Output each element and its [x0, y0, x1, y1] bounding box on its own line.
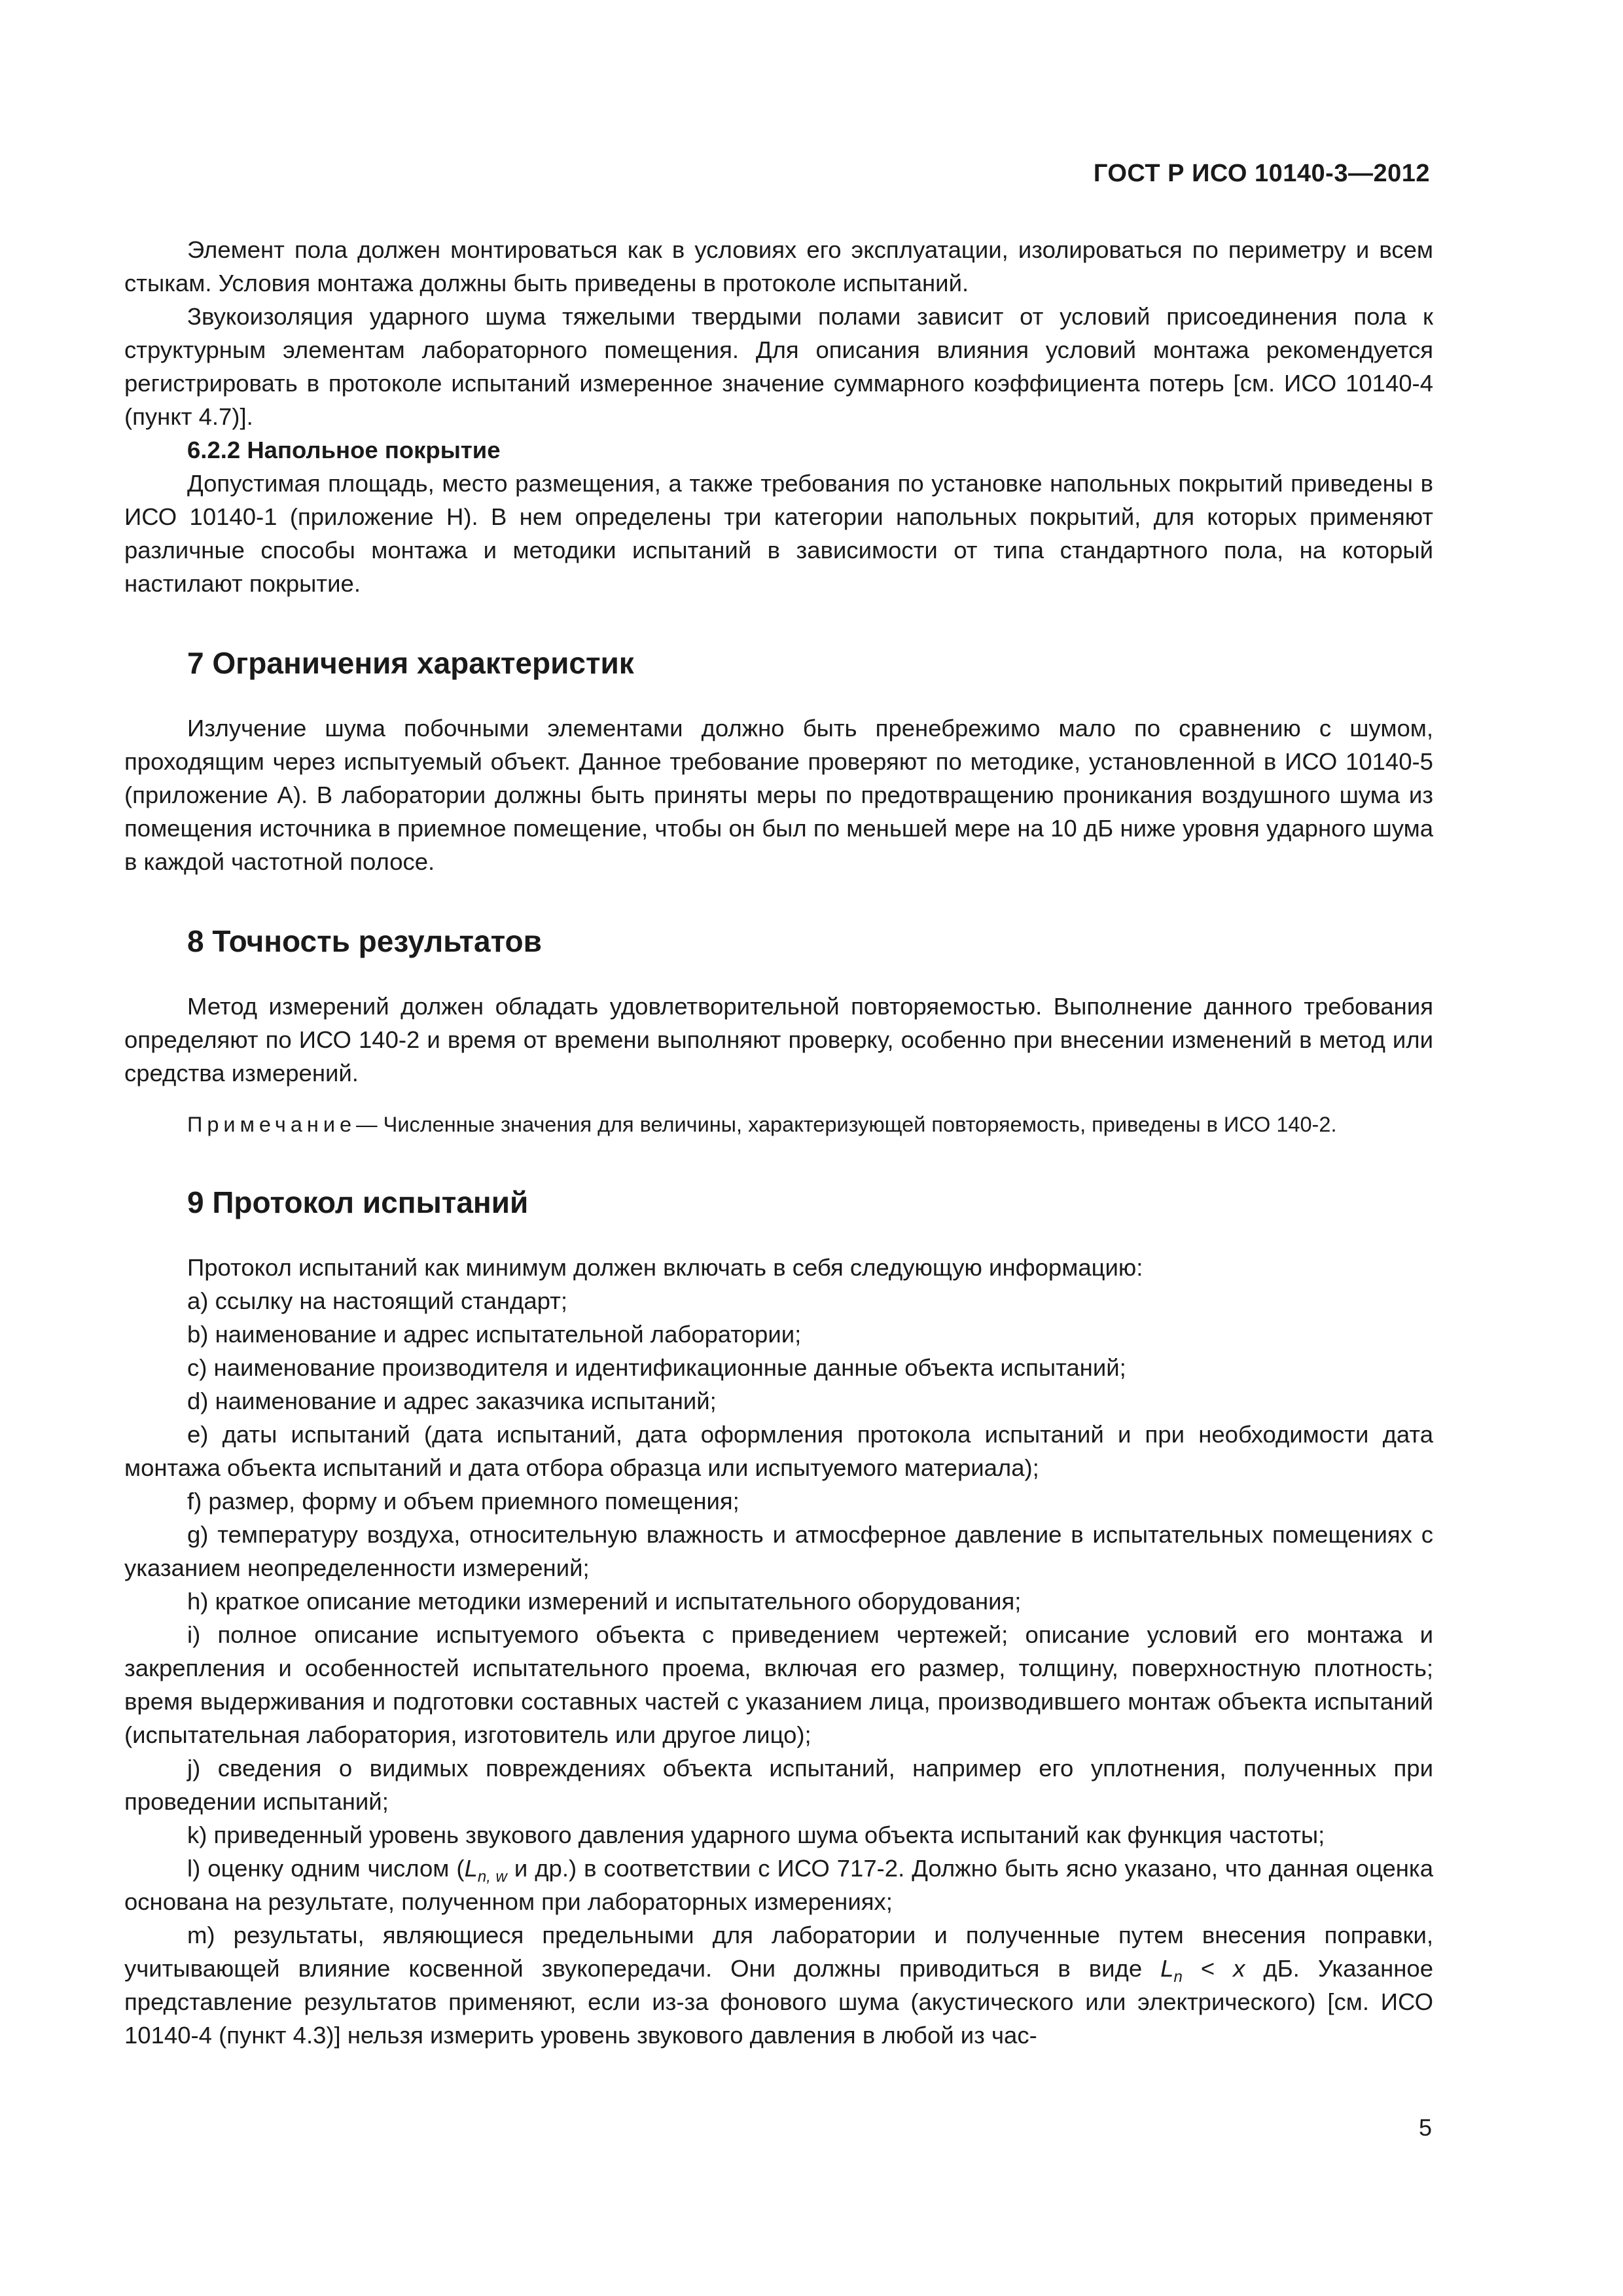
list-item: g) температуру воздуха, относительную влажность и атмосферное давление в испытательных помещениях с указанием неопределенности измерений;	[124, 1521, 1433, 1581]
section-heading-8: 8 Точность результатов	[187, 924, 542, 958]
list-item: k) приведенный уровень звукового давления ударного шума объекта испытаний как функция частоты;	[187, 1821, 1325, 1848]
paragraph-flanking-noise: Излучение шума побочными элементами должно быть пренебрежимо мало по сравнению с шумом, проходящим через испытуемый объект. Данное требование проверяют по методике, установленной в ИСО 10140-5 (приложение А). В лаборатории должны быть приняты меры по предотвращению проникания воздушного шума из помещения источника в приемное помещение, чтобы он был по меньшей мере на 10 дБ ниже уровня ударного шума в каждой частотной полосе.	[124, 715, 1433, 875]
list-item: j) сведения о видимых повреждениях объекта испытаний, например его уплотнения, полученных при проведении испытаний;	[124, 1755, 1433, 1815]
note-text: — Численные значения для величины, характеризующей повторяемость, приведены в ИСО 140-2.	[356, 1113, 1337, 1136]
section-heading-7: 7 Ограничения характеристик	[187, 646, 634, 680]
paragraph-floor-mounting: Элемент пола должен монтироваться как в условиях его эксплуатации, изолироваться по периметру и всем стыкам. Условия монтажа должны быть приведены в протоколе испытаний.	[124, 236, 1433, 296]
list-item: l) оценку одним числом ($L_{n, w}$ и др.) в соответствии с ИСО 717-2. Должно быть ясно указано, что данная оценка основана на результате, полученном при лабораторных измерениях;	[124, 1855, 1433, 1915]
list-item: h) краткое описание методики измерений и испытательного оборудования;	[187, 1588, 1022, 1615]
list-item: m) результаты, являющиеся предельными для лаборатории и полученные путем внесения поправки, учитывающей влияние косвенной звукопередачи. Они должны приводиться в виде $L_n < x$ дБ. Указанное представление результатов применяют, если из-за фонового шума (акустического или электрического) [см. ИСО 10140-4 (пункт 4.3)] нельзя измерить уровень звукового давления в любой из час-	[124, 1922, 1433, 2049]
list-item: f) размер, форму и объем приемного помещения;	[187, 1488, 740, 1515]
subsection-heading-6-2-2: 6.2.2 Напольное покрытие	[187, 437, 501, 463]
list-item: a) ссылку на настоящий стандарт;	[187, 1287, 567, 1314]
list-item: b) наименование и адрес испытательной лаборатории;	[187, 1321, 802, 1348]
report-items-list	[124, 1284, 1433, 1852]
note-label: Примечание	[187, 1113, 357, 1136]
list-item: d) наименование и адрес заказчика испытаний;	[187, 1388, 717, 1414]
paragraph-impact-insulation: Звукоизоляция ударного шума тяжелыми твердыми полами зависит от условий присоединения пола к структурным элементам лабораторного помещения. Для описания влияния условий монтажа рекомендуется регистрировать в протоколе испытаний измеренное значение суммарного коэффициента потерь [см. ИСО 10140-4 (пункт 4.7)].	[124, 303, 1433, 430]
section-heading-9: 9 Протокол испытаний	[187, 1185, 529, 1219]
page-content	[124, 233, 1433, 2052]
paragraph-floor-covering: Допустимая площадь, место размещения, а также требования по установке напольных покрытий приведены в ИСО 10140-1 (приложение Н). В нем определены три категории напольных покрытий, для которых применяют различные способы монтажа и методики испытаний в зависимости от типа стандартного пола, на который настилают покрытие.	[124, 470, 1433, 597]
note-repeatability	[124, 1109, 1433, 1139]
paragraph-report-intro: Протокол испытаний как минимум должен включать в себя следующую информацию:	[187, 1254, 1143, 1281]
paragraph-repeatability: Метод измерений должен обладать удовлетворительной повторяемостью. Выполнение данного требования определяют по ИСО 140-2 и время от времени выполняют проверку, особенно при внесении изменений в метод или средства измерений.	[124, 993, 1433, 1086]
page-number: 5	[1418, 2114, 1432, 2141]
list-item: e) даты испытаний (дата испытаний, дата оформления протокола испытаний и при необходимости дата монтажа объекта испытаний и дата отбора образца или испытуемого материала);	[124, 1421, 1433, 1481]
document-code-header: ГОСТ Р ИСО 10140-3—2012	[1093, 160, 1430, 187]
list-item: i) полное описание испытуемого объекта с приведением чертежей; описание условий его монтажа и закрепления и особенностей испытательного проема, включая его размер, толщину, поверхностную плотность; время выдерживания и подготовки составных частей с указанием лица, производившего монтаж объекта испытаний (испытательная лаборатория, изготовитель или другое лицо);	[124, 1621, 1433, 1748]
list-item: c) наименование производителя и идентификационные данные объекта испытаний;	[187, 1354, 1126, 1381]
